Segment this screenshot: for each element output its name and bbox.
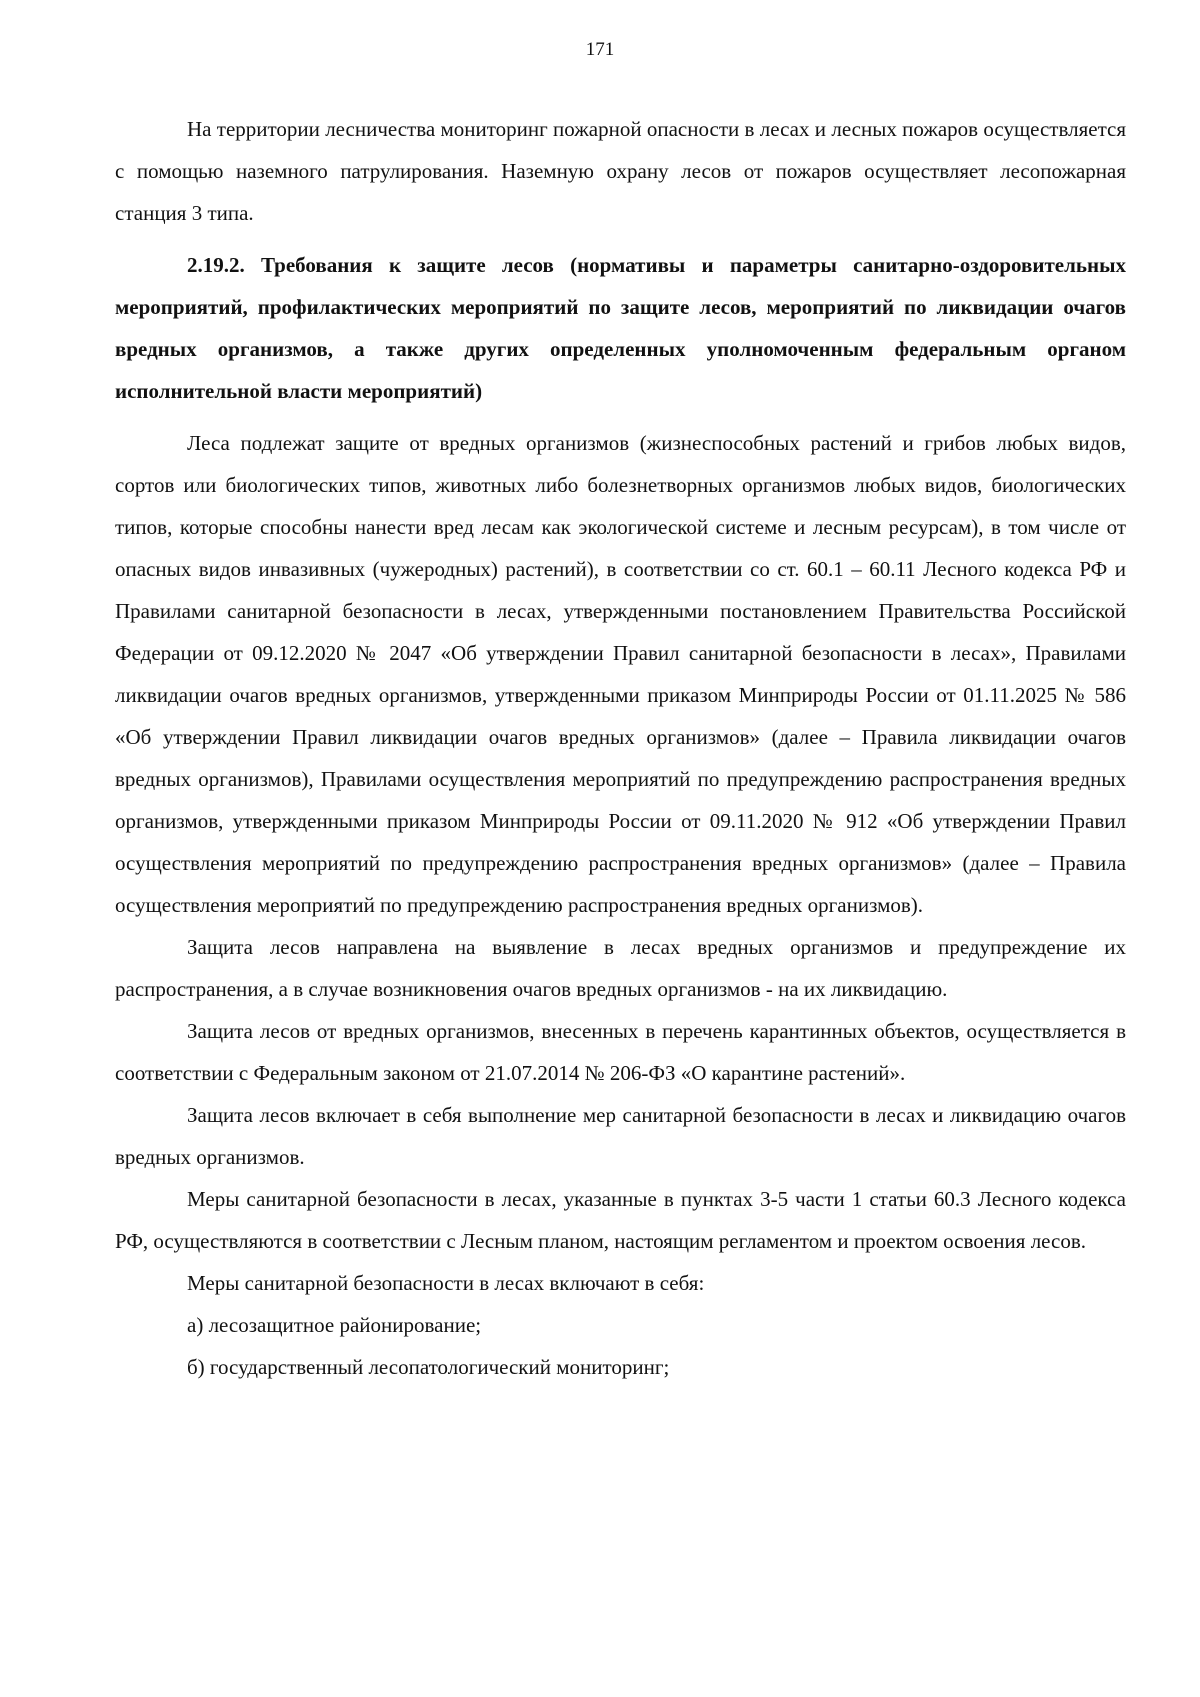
list-item-b: б) государственный лесопатологический мониторинг; [187, 1355, 670, 1379]
document-body [115, 108, 1126, 1388]
list-item-a: а) лесозащитное районирование; [187, 1313, 482, 1337]
paragraph-protection-purpose: Защита лесов направлена на выявление в лесах вредных организмов и предупреждение их распространения, а в случае возникновения очагов вредных организмов - на их ликвидацию. [115, 935, 1126, 1001]
section-heading-2-19-2: 2.19.2. Требования к защите лесов (нормативы и параметры санитарно-оздоровительных мероприятий, профилактических мероприятий по защите лесов, мероприятий по ликвидации очагов вредных организмов, а также других определенных уполномоченным федеральным органом исполнительной власти мероприятий) [115, 253, 1126, 403]
paragraph-sanitary-measures: Меры санитарной безопасности в лесах, указанные в пунктах 3-5 части 1 статьи 60.3 Лесного кодекса РФ, осуществляются в соответствии с Лесным планом, настоящим регламентом и проектом освоения лесов. [115, 1187, 1126, 1253]
paragraph-fire-monitoring: На территории лесничества мониторинг пожарной опасности в лесах и лесных пожаров осуществляется с помощью наземного патрулирования. Наземную охрану лесов от пожаров осуществляет лесопожарная станция 3 типа. [115, 117, 1126, 225]
page-number: 171 [585, 39, 615, 60]
paragraph-protection-includes: Защита лесов включает в себя выполнение мер санитарной безопасности в лесах и ликвидацию очагов вредных организмов. [115, 1103, 1126, 1169]
paragraph-quarantine: Защита лесов от вредных организмов, внесенных в перечень карантинных объектов, осуществляется в соответствии с Федеральным законом от 21.07.2014 № 206-ФЗ «О карантине растений». [115, 1019, 1126, 1085]
paragraph-measures-intro: Меры санитарной безопасности в лесах включают в себя: [187, 1271, 705, 1295]
paragraph-forest-protection-law: Леса подлежат защите от вредных организмов (жизнеспособных растений и грибов любых видов, сортов или биологических типов, животных либо болезнетворных организмов любых видов, биологических типов, которые способны нанести вред лесам как экологической системе и лесным ресурсам), в том числе от опасных видов инвазивных (чужеродных) растений), в соответствии со ст. 60.1 – 60.11 Лесного кодекса РФ и Правилами санитарной безопасности в лесах, утвержденными постановлением Правительства Российской Федерации от 09.12.2020 № 2047 «Об утверждении Правил санитарной безопасности в лесах», Правилами ликвидации очагов вредных организмов, утвержденными приказом Минприроды России от 01.11.2025 № 586 «Об утверждении Правил ликвидации очагов вредных организмов» (далее – Правила ликвидации очагов вредных организмов), Правилами осуществления мероприятий по предупреждению распространения вредных организмов, утвержденными приказом Минприроды России от 09.11.2020 № 912 «Об утверждении Правил осуществления мероприятий по предупреждению распространения вредных организмов» (далее – Правила осуществления мероприятий по предупреждению распространения вредных организмов). [115, 431, 1126, 917]
